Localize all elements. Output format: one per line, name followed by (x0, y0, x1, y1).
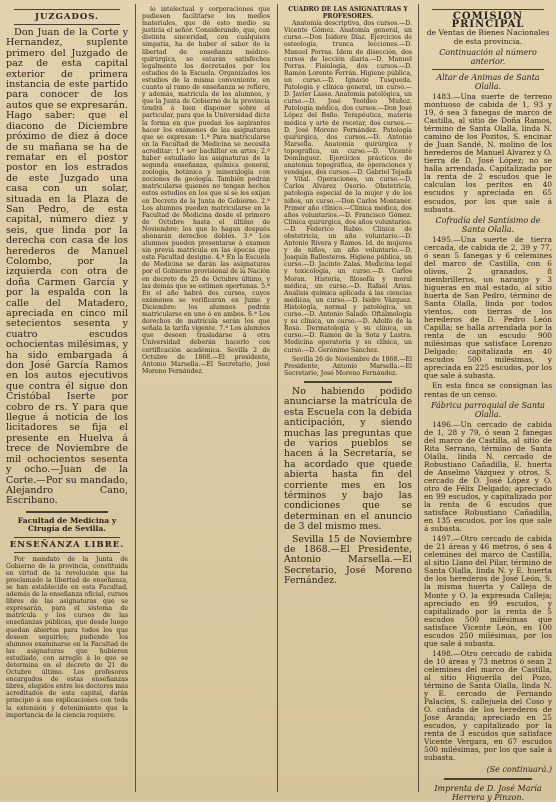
lot-1498: 1498.—Otro cercado de cabida de 10 áreas y 73 metros ó sean 2 celemines del marco de Castilla, al sitio Higuerila del Pozo, término de Santa Olalla, linda N. y E. cercado de Fernando Palacios, S. callejuela del Coso y O. cañada de los herederos de José Aranda; apreciado en 25 escudos, y capitalizado por la renta de 3 escudos que satisface Vicente Vergara, en 67 escudos 500 milésimas, por los que sale á subasta. (424, 648, 552, 763)
subjects-list: Anatomía descriptiva, dos cursos.—D. Vicente Gómez. Anatomía general, un curso.—Don Isidoro Díaz. Ejercicios de osteología, trunca lecciones.—D. Manuel Porras. Idem de disección, dos cursos de lección diaria.—D. Manuel Porras. Fisiología, dos cursos.—D. Ramón Lorente Ferrán. Higiene pública, un curso.—D. Ignacio Tusqueda. Patología y clínica general, un curso.—D. Javier Lasso. Anatomía patológica, un curso.—D. José Yeoldeo Muñoz. Patología médica, dos cursos.—Don José López del Baño. Terapéutica, materia médica y arte de recetar, dos cursos.—D. José Moreno Fernández. Patología quirúrgica, dos cursos.—D. Antonio Marsella. Anatomía quirúrgica y topográfica, un curso.—D. Vicente Domínguez. Ejercicios prácticos de anatomía topográfica, de operaciones y vendajes, dos cursos.—D. Gabriel Tejada y Vital. Operaciones, un curso.—D. Carlos Alvarez Osorio. Obstetricia, patología especial de la mujer y de los niños, un curso.—Don Carlos Montaner. Primer año clínico.—Clínica médica, dos años voluntarios.—D. Francisco Gómez. Clínica quirúrgica, dos años voluntarios.—D. Federico Rubio. Clínica de obstetricia, un año voluntario.—D. Antonio Rivera y Ramos. Id. de mujeres y de niños, un año voluntario.—D. Joaquín Ballesteros. Higiene pública, un curso.—D. Jacinto Zalas. Medicina legal y toxicología, un curso.—D. Carlos Moran. Historia, filosofía y moral médica, un curso.—D. Rafael Arias. Análisis química aplicada á las ciencias médicas, un curso.—D. Isidro Vázquez. Histología, normal y patológica, un curso.—D. Antonio Salado. Oftalmología y su clínica, un curso.—D. Adolfo de la Rosa. Dermatología y su clínica, un curso.—D. Ramón de la Sota y Lastra. Medicina operatoria y su clínica, un curso.—D. Gerónimo Sánchez. (284, 20, 412, 354)
subjects-signoff: Sevilla 26 de Noviembre de 1868.—El Presidente, Antonio Marsella.—El Secretario, José Moreno Fernández. (284, 355, 412, 377)
teaching-title: ENSEÑANZA LIBRE. (9, 539, 125, 550)
divider (304, 381, 392, 383)
divider (432, 69, 544, 70)
enrollment-closing: Sevilla 15 de Noviembre de 1868.—El Presidente, Antonio Marsella.—El Secretario, José Moreno Fernández. (284, 533, 412, 587)
commission-subtitle: de Ventas de Bienes Nacionales de esta provincia. (426, 28, 550, 46)
lot-1483: 1483.—Una suerte de terreno montuoso de cabida de 1, 93 y 19, ó sea 3 fanegas de marco de Castilla, al sitio de Doña Ramos, término de Santa Olalla, linda N. camino de los Pozitos, S. encinar de Juan Sandé, N. molino de los herederos de Manuel Alvarez y O. tierra de D. José López; no se halla arrendada. Capitalizada por la renta de 2 escudos que le calculan los peritos en 40 escudos y apreciada en 65 escudos, por los que sale á subasta. (424, 91, 552, 214)
column-4 (424, 6, 552, 802)
commission-title: COMISION PRINCIPAL (451, 11, 525, 31)
divider (14, 9, 120, 10)
enrollment-notice: No habiendo podido anunciarse la matrícula de esta Escuela con la debida anticipación, y siendo muchas las preguntas que de varios pueblos se hacen á la Secretaría, se ha acordado que quede abierta hasta fin del corriente mes en los términos y bajo las condiciones que se determinan en el anuncio de 3 del mismo mes. (284, 385, 412, 533)
fabrica-heading: Fábrica parroquial de Santa Olalla. (431, 400, 545, 419)
faculty-rules-text: lo intelectual y corporaciones que pudiesen facilitarse los medios materiales, que dé esto medio su justicia el señor. Considerando, que, con distinta sinceridad, con cualquiera simpatía, ha de haber el saber de la libertad de enseñanza médico-quirúrgica, se estarán satisfechos legalmente los decretados por los estudios de la Escuela. Organizados los estudios de la misma conveniente, en cuanto al ramo de enseñanza se refiere, y además, matricula de los alumnos, y que la Junta de Gobierno de la provincia tendrá á bien disponer sobre el particular, para que la Universidad dicte la forma en que puedan los aspirantes hacer los exámenes de las asignaturas que se expresan: 1.ª Para matricularse en la Facultad de Medicina se necesita acreditar: 1.º ser bachiller en artes; 2.º haber estudiado las asignaturas de la segunda enseñanza, química general, zoología, botánica y mineralogía con nociones de geología. También podrán matricularse quienes no tengan hechos estos estudios en los que sí se les exijan en Decreto de la Junta de Gobierno. 2.ª Los alumnos pueden matricularse en la Facultad de Medicina desde el primero de Octubre hasta el último de Noviembre: los que lo hagan después abonarán derechos dobles. 3.ª Los alumnos pueden presentarse á examen sin previa matrícula en las épocas que esta Facultad designe. 4.ª En la Escuela de Medicina se darán las asignaturas por el Gobierno provisional de la Nación en decreto de 25 de Octubre último, y las demás que se estimen oportunas. 5.ª En el año habrá dos cursos, cuyos exámenes se verificarán en Junio y Diciembre: los alumnos podrán matricularse en uno ó en ambos. 6.ª Los derechos de matrícula serán los que señala la tarifa vigente. 7.ª Los alumnos que deseen trasladarse á otra Universidad deberán hacerlo con certificación académica. Sevilla 2 de Octubre de 1868.—El presidente, Antonio Marsella.—El Secretario, José Moreno Fernández. (142, 6, 270, 375)
divider (432, 9, 544, 10)
divider (14, 24, 120, 25)
column-rule (135, 4, 136, 792)
printer-imprint: Imprenta de D. José María Herrera y Pinzon. (434, 783, 542, 802)
court-notice: Don Juan de la Corte y Hernandez, suplente primero del Juzgado de paz de esta capital exterior de primera instancia de este partido para conocer de los autos que se expresarán. Hago saber: que el diacono de Diciembre próximo de diez á doce de su mañana se ha de rematar en el postor postor en los estrados de este Juzgado una casa con un solar, situada en la Plaza de San Pedro, de esta capital, número diez y seis, que linda por la derecha con casa de los herederos de Manuel Colombo, por la izquierda con otra de doña Carmen García y por la espalda con la calle del Matadero, apreciada en cinco mil setecientos sesenta y cuatro escudos ochocientas milésimas, y ha sido embargada á don José García Ramos en los autos ejecutivos que contra él sigue don Cristóbal Iserte por cobro de rs. Y para que llegue á noticia de los licitadores se fija el presente en Huelva á trece de Noviembre de mil ochocientos sesenta y ocho.—Juan de la Corte.—Por su mandado, Alejandro Cano, Escribano. (6, 27, 128, 507)
column-rule (277, 4, 278, 792)
divider (14, 537, 120, 538)
cofradia-heading: Cofradía del Santísimo de Santa Olalla. (435, 215, 541, 234)
altar-heading: Altar de Animas de Santa Olalla. (436, 72, 540, 91)
continues-label: (Se continuará.) (486, 764, 552, 774)
divider (14, 552, 120, 553)
continuation-label: Continuación al número anterior. (439, 47, 537, 66)
lot-1496: 1496.—Un cercado de cabida de 1, 28 y 79, ó sean 2 fanegas del marco de Castilla, al sitio de Rita Serrano, término de Santa Olalla, linda N. cercado de Robustiano Cañadilla, E. huerta de Anselmo Vázquez y otros, S. cercado de D. José López y O. otro de Félix Delgado; apreciado en 99 escudos, y capitalizado por la renta de 6 escudos que satisface Robustiano Cañadilla, en 135 escudos, por los que sale á subasta. (424, 419, 552, 534)
lot-1495: 1495.—Una suerte de tierra cercada, de cabida de 2, 39 y 77, ó sean 5 fanegas y 6 celemines del marco de Castilla, con 6 olivos, 2 granados, 8 membrilleros, un naranjo y 3 higueras en mal estado, al sitio huerta de San Pedro, término de Santa Olalla, linda por todos vientos, con tierras de los herederos de D. Pedro León Capilla; se halla arrendada por la renta de un escudo 900 milésimas que satisface Lorenzo Delgado; capitalizada en 40 escudos 500 milésimas, y apreciada en 225 escudos, por los que sale á subasta. (424, 234, 552, 381)
column-rule (418, 4, 419, 792)
lot-note: En esta finca se consignan las rentas de un censo. (424, 381, 552, 399)
column-2 (142, 6, 270, 792)
column-3 (284, 6, 412, 792)
divider (444, 778, 532, 780)
faculty-title: Facultad de Medicina y Cirugía de Sevilla. (17, 515, 117, 534)
column-1 (6, 6, 128, 792)
divider (26, 511, 108, 513)
faculty-notice: Por mandato de la Junta de Gobierno de la provincia, constituida en virtud de la revolución que ha proclamado la libertad de enseñanza, se han establecido en esta Facultad, además de la enseñanza oficial, cursos libres de las asignaturas que se expresarán, para el sistema de matrícula y los cursos de las enseñanzas públicas, que desde luego quedan abiertos para todos los que deseen seguirlos; pudiendo los alumnos examinarse en la Facultad de las asignaturas que hubieren estudiado, con arreglo á lo que se determina en el decreto de 21 de Octubre último. Los profesores encargados de estas enseñanzas libres, elegidos entre los doctores más acreditados de esta capital, darán principio á sus explicaciones con toda la extensión y detenimiento que la importancia de la ciencia requiere. (6, 555, 128, 719)
section-title: JUZGADOS. (34, 12, 100, 22)
subjects-heading: CUADRO DE LAS ASIGNATURAS Y PROFESORES. (288, 6, 408, 21)
lot-1497: 1497.—Otro cercado de cabida de 21 áreas y 46 metros, ó sea 4 celemines del marco de Castilla, al sitio Llano del Pilar, término de Santa Olalla, linda N. y E. huerta de los herederos de José León, S. la misma huerta y Calleja de Monte y O. la expresada Calleja; apreciado en 99 escudos, y capitalizado por la renta de 5 escudos 500 milésimas que satisface Vicente León, en 100 escudos 250 milésimas, por los que sale á subasta. (424, 534, 552, 648)
